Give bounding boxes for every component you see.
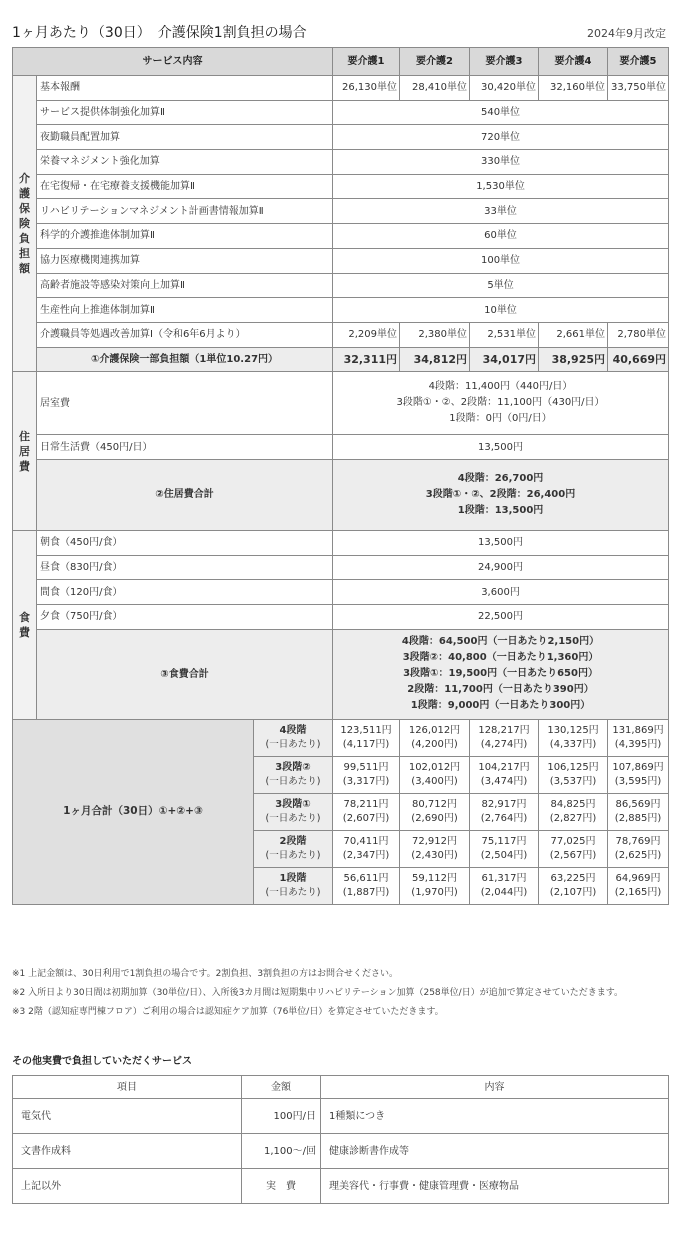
subtotal-line: 3段階②：40,800（一日あたり1,360円） [402,652,599,664]
cell-value: 1,530単位 [333,174,669,199]
row-label: 高齢者施設等感染対策向上加算Ⅱ [37,273,333,298]
cell-value: 720単位 [333,125,669,150]
stage-sub: (一日あたり) [265,738,321,750]
stage-label [254,756,333,793]
cell-value: 24,900円 [333,555,669,580]
row-addon [13,125,669,150]
row-label: 科学的介護推進体制加算Ⅱ [37,224,333,249]
total-value: 131,869円 [612,724,664,736]
row-label: 協力医療機関連携加算 [37,248,333,273]
total-cell [608,867,669,904]
row-label: 朝食（450円/食） [37,530,333,555]
total-cell [333,719,400,756]
total-value: 126,012円 [408,724,461,736]
row-daily [13,435,669,460]
row-food [13,530,669,555]
total-value: 130,125円 [547,724,599,736]
total-cell [333,830,400,867]
row-label: 昼食（830円/食） [37,555,333,580]
total-value: 70,411円 [343,835,389,847]
cell-value: 26,130単位 [333,76,400,101]
total-cell [400,830,470,867]
other-item: 電気代 [13,1099,242,1134]
note: ※3 2階（認知症専門棟フロア）ご利用の場合は認知症ケア加算（76単位/日）を算定させていただきます。 [12,1007,444,1017]
row-care-subtotal [13,347,669,372]
stage-sub: (一日あたり) [265,812,321,824]
room-fee-line: 4段階：11,400円（440円/日） [428,381,573,393]
total-value: 61,317円 [481,872,527,884]
row-improvement [13,322,669,347]
row-label: 基本報酬 [37,76,333,101]
daily-value: (3,400円) [411,775,458,787]
total-cell [400,793,470,830]
col-level-1: 要介護1 [333,48,400,76]
total-cell [608,719,669,756]
total-cell [539,867,608,904]
total-value: 107,869円 [612,761,664,773]
total-cell [470,719,539,756]
category-label: 食 費 [19,610,30,639]
cell-value: 2,780単位 [608,322,669,347]
total-cell [608,756,669,793]
row-food [13,555,669,580]
daily-value: (2,567円) [549,849,597,861]
total-cell [333,756,400,793]
stage-label [254,719,333,756]
total-value: 99,511円 [343,761,389,773]
subtotal-value: 38,925円 [539,347,608,372]
other-item: 上記以外 [13,1169,242,1204]
col-level-4: 要介護4 [539,48,608,76]
total-cell [608,793,669,830]
row-label: 在宅復帰・在宅療養支援機能加算Ⅱ [37,174,333,199]
col-content: 内容 [321,1076,669,1099]
subtotal-line: 1段階：9,000円（一日あたり300円） [410,700,591,712]
stage-label [254,830,333,867]
subtotal-line: 4段階：26,700円 [457,472,544,484]
other-content: 健康診断書作成等 [321,1134,669,1169]
daily-value: (2,764円) [480,812,528,824]
row-addon [13,273,669,298]
room-fee-cell [333,372,669,435]
other-row [13,1134,669,1169]
other-amount: 100円/日 [242,1099,321,1134]
row-addon [13,150,669,175]
cell-value: 3,600円 [333,580,669,605]
daily-value: (2,690円) [411,812,458,824]
room-fee-line: 1段階：0円（0円/日） [449,413,552,425]
cell-value: 32,160単位 [539,76,608,101]
daily-value: (2,504円) [480,849,528,861]
total-cell [400,756,470,793]
cell-value: 33単位 [333,199,669,224]
col-level-2: 要介護2 [400,48,470,76]
total-value: 102,012円 [408,761,461,773]
other-header-row [13,1076,669,1099]
stage-sub: (一日あたり) [265,775,321,787]
subtotal-line: 4段階：64,500円（一日あたり2,150円） [401,636,600,648]
daily-value: (3,537円) [549,775,597,787]
category-label: 住 居 費 [19,429,30,473]
row-addon [13,298,669,323]
note: ※2 入所日より30日間は初期加算（30単位/日）、入所後3カ月間は短期集中リハビリテーション加算（258単位/日）が追加で算定させていただきます。 [12,988,623,998]
total-value: 64,969円 [615,872,661,884]
row-label: 栄養マネジメント強化加算 [37,150,333,175]
stage-sub: (一日あたり) [265,849,321,861]
row-label: 夜勤職員配置加算 [37,125,333,150]
total-cell [539,830,608,867]
daily-value: (2,107円) [549,886,597,898]
header-row [13,48,669,76]
food-subtotal-cell [333,629,669,719]
stage-name: 3段階① [275,798,311,810]
total-value: 84,825円 [550,798,596,810]
category-label: 介 護 保 険 負 担 額 [19,172,30,276]
subtotal-label: ③食費合計 [37,629,333,719]
row-base [13,76,669,101]
subtotal-label: ①介護保険一部負担額（1単位10.27円） [37,347,333,372]
cell-value: 22,500円 [333,605,669,630]
row-room [13,372,669,435]
cell-value: 13,500円 [333,435,669,460]
subtotal-line: 3段階①：19,500円（一日あたり650円） [403,668,598,680]
cell-value: 540単位 [333,100,669,125]
daily-value: (4,395円) [614,738,662,750]
col-item: 項目 [13,1076,242,1099]
housing-subtotal-cell [333,459,669,530]
total-value: 78,211円 [343,798,389,810]
cell-value: 60単位 [333,224,669,249]
subtotal-value: 32,311円 [333,347,400,372]
daily-value: (4,200円) [411,738,458,750]
daily-value: (2,044円) [480,886,528,898]
total-cell [333,867,400,904]
daily-value: (4,117円) [342,738,390,750]
other-amount: 1,100～/回 [242,1134,321,1169]
total-value: 56,611円 [343,872,389,884]
subtotal-value: 34,812円 [400,347,470,372]
row-label: 日常生活費（450円/日） [37,435,333,460]
row-addon [13,174,669,199]
daily-value: (3,595円) [614,775,662,787]
cell-value: 10単位 [333,298,669,323]
row-housing-subtotal [13,459,669,530]
total-value: 59,112円 [412,872,458,884]
other-content: 理美容代・行事費・健康管理費・医療物品 [321,1169,669,1204]
cell-value: 5単位 [333,273,669,298]
cell-value: 2,661単位 [539,322,608,347]
category-food [13,530,37,719]
other-content: 1種類につき [321,1099,669,1134]
row-label: 居室費 [37,372,333,435]
cell-value: 2,380単位 [400,322,470,347]
subtotal-line: 1段階：13,500円 [457,504,544,516]
total-row [13,719,669,756]
other-item: 文書作成料 [13,1134,242,1169]
col-level-3: 要介護3 [470,48,539,76]
stage-label [254,867,333,904]
fee-table [12,47,669,905]
total-cell [539,719,608,756]
other-services-table [12,1075,669,1204]
notes [12,965,672,1022]
row-label: 介護職員等処遇改善加算Ⅰ（令和6年6月より） [37,322,333,347]
other-row [13,1099,669,1134]
total-section [13,719,669,904]
revision-date: 2024年9月改定 [587,27,666,40]
header [12,22,668,42]
page-title: 1ヶ月あたり（30日） 介護保険1割負担の場合 [12,25,307,41]
total-value: 63,225円 [550,872,596,884]
daily-value: (1,887円) [342,886,390,898]
total-cell [470,867,539,904]
total-value: 128,217円 [478,724,530,736]
total-cell [539,756,608,793]
cell-value: 28,410単位 [400,76,470,101]
total-cell [333,793,400,830]
row-label: サービス提供体制強化加算Ⅱ [37,100,333,125]
subtotal-value: 34,017円 [470,347,539,372]
subtotal-line: 2段階：11,700円（一日あたり390円） [407,684,594,696]
cell-value: 2,531単位 [470,322,539,347]
daily-value: (4,337円) [549,738,597,750]
stage-sub: (一日あたり) [265,886,321,898]
row-food [13,605,669,630]
total-value: 82,917円 [481,798,527,810]
other-row [13,1169,669,1204]
col-level-5: 要介護5 [608,48,669,76]
daily-value: (2,165円) [614,886,662,898]
stage-name: 4段階 [279,724,307,736]
total-value: 86,569円 [615,798,661,810]
row-label: リハビリテーションマネジメント計画書情報加算Ⅱ [37,199,333,224]
daily-value: (2,827円) [549,812,597,824]
total-label: 1ヶ月合計（30日）①+②+③ [13,719,254,904]
row-addon [13,248,669,273]
stage-name: 3段階② [275,761,311,773]
subtotal-label: ②住居費合計 [37,459,333,530]
col-amount: 金額 [242,1076,321,1099]
total-cell [539,793,608,830]
row-food [13,580,669,605]
room-fee-line: 3段階①・②、2段階：11,100円（430円/日） [396,397,605,409]
daily-value: (4,274円) [480,738,528,750]
cell-value: 30,420単位 [470,76,539,101]
stage-label [254,793,333,830]
cell-value: 33,750単位 [608,76,669,101]
daily-value: (3,317円) [342,775,390,787]
total-cell [608,830,669,867]
total-cell [400,867,470,904]
cell-value: 13,500円 [333,530,669,555]
stage-name: 1段階 [279,872,307,884]
row-label: 夕食（750円/食） [37,605,333,630]
cell-value: 100単位 [333,248,669,273]
subtotal-line: 3段階①・②、2段階：26,400円 [425,488,576,500]
total-value: 72,912円 [412,835,458,847]
row-addon [13,100,669,125]
row-label: 生産性向上推進体制加算Ⅱ [37,298,333,323]
daily-value: (2,607円) [342,812,390,824]
total-cell [400,719,470,756]
total-cell [470,830,539,867]
daily-value: (2,347円) [342,849,390,861]
subtotal-value: 40,669円 [608,347,669,372]
total-value: 104,217円 [478,761,530,773]
row-addon [13,224,669,249]
total-cell [470,756,539,793]
total-value: 77,025円 [550,835,596,847]
total-value: 78,769円 [615,835,661,847]
cell-value: 330単位 [333,150,669,175]
daily-value: (1,970円) [411,886,458,898]
daily-value: (2,885円) [614,812,662,824]
daily-value: (3,474円) [480,775,528,787]
row-label: 間食（120円/食） [37,580,333,605]
row-addon [13,199,669,224]
total-cell [470,793,539,830]
daily-value: (2,430円) [411,849,458,861]
row-food-subtotal [13,629,669,719]
total-value: 75,117円 [481,835,527,847]
other-services-title: その他実費で負担していただくサービス [12,1056,192,1067]
other-amount: 実 費 [242,1169,321,1204]
category-care [13,76,37,372]
col-service: サービス内容 [13,48,333,76]
total-value: 80,712円 [412,798,458,810]
category-housing [13,372,37,531]
cell-value: 2,209単位 [333,322,400,347]
note: ※1 上記金額は、30日利用で1割負担の場合です。2割負担、3割負担の方はお問合せください。 [12,969,399,979]
total-value: 123,511円 [340,724,392,736]
stage-name: 2段階 [279,835,307,847]
daily-value: (2,625円) [614,849,662,861]
total-value: 106,125円 [547,761,599,773]
